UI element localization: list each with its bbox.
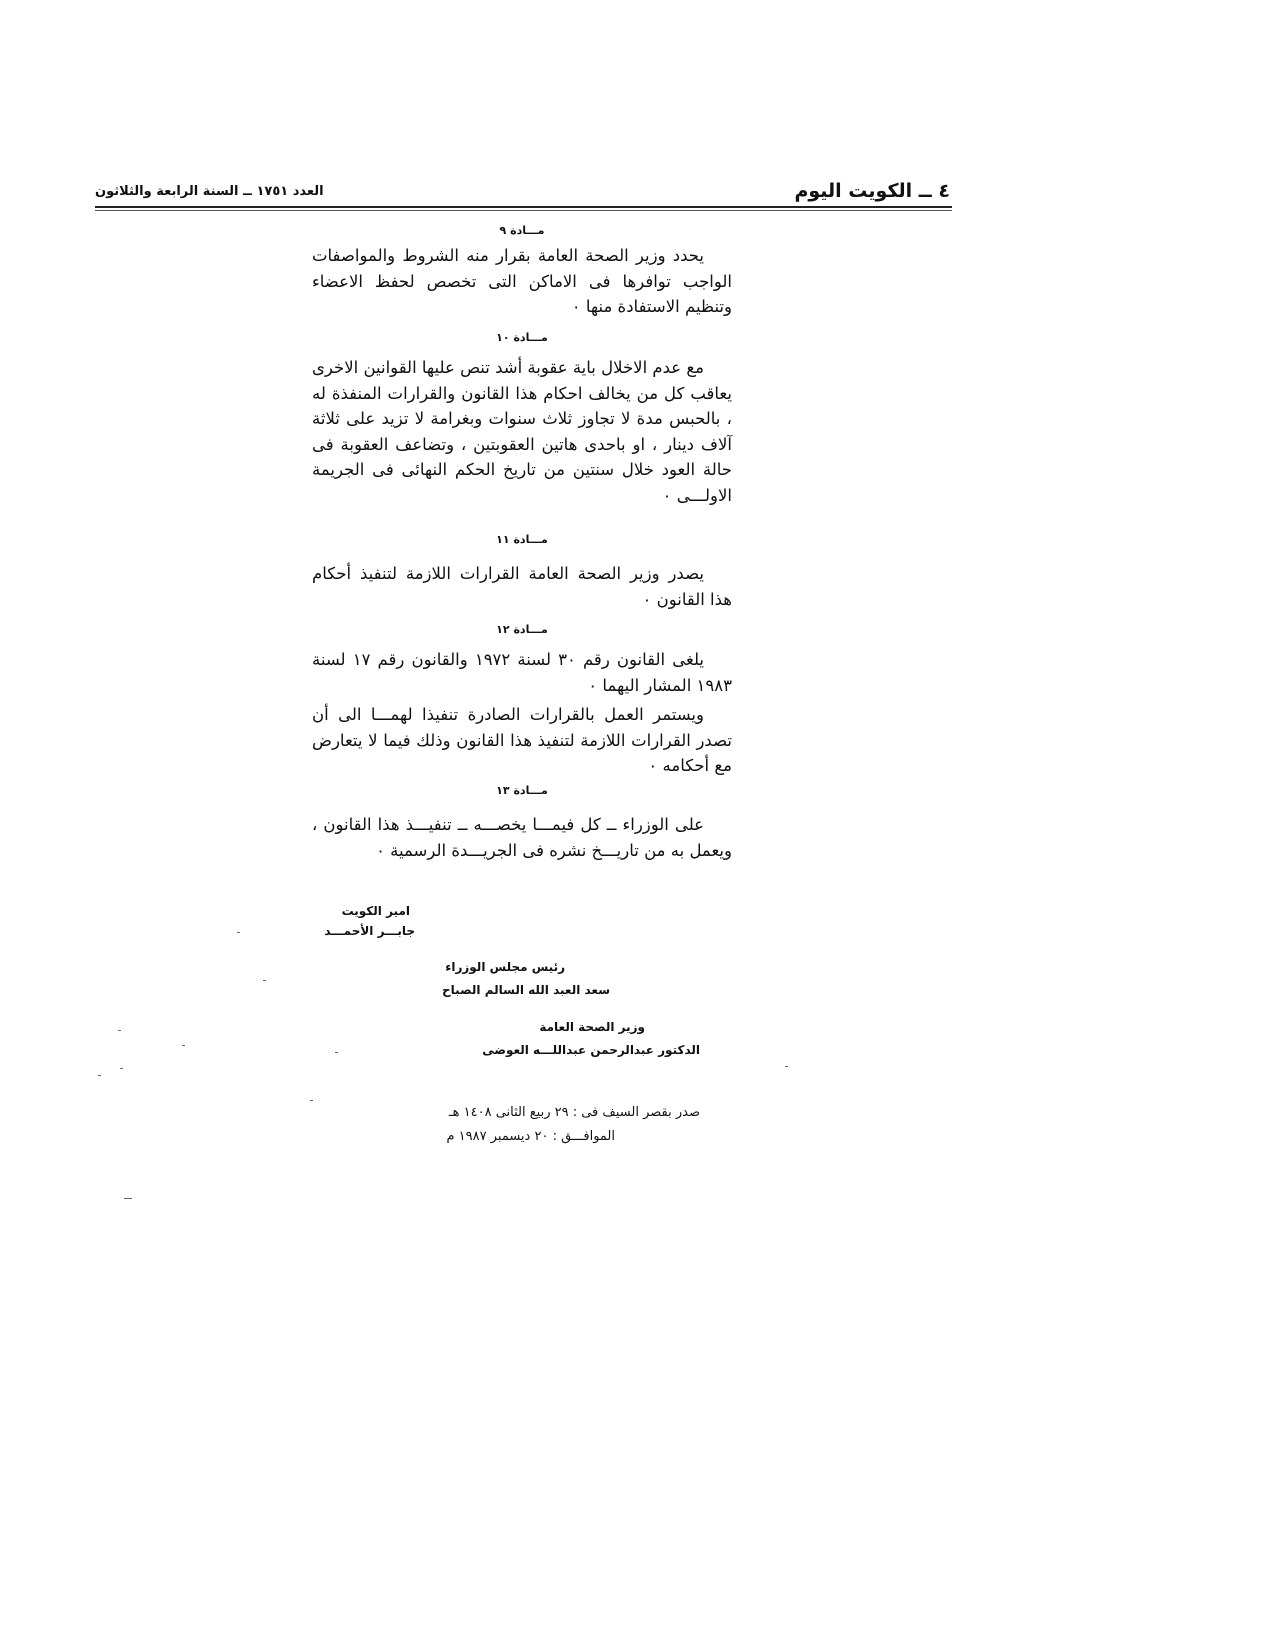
article-12-title: مـــادة ١٢ [496, 623, 548, 636]
scan-speck [263, 980, 266, 981]
scan-speck [98, 1075, 101, 1076]
scan-speck [335, 1052, 338, 1053]
issued-date-hijri: صدر بقصر السيف فى : ٢٩ ربيع الثانى ١٤٠٨ هـ [448, 1105, 700, 1120]
article-13-title: مـــادة ١٣ [496, 784, 548, 797]
article-9-paragraph: يحدد وزير الصحة العامة بقرار منه الشروط والمواصفات الواجب توافرها فى الاماكن التى تخصص لحفظ الاعضاء وتنظيم الاستفادة منها ٠ [312, 246, 732, 316]
scan-speck [182, 1045, 185, 1046]
scan-speck [120, 1068, 123, 1069]
page-title: ٤ ــ الكويت اليوم [794, 180, 950, 202]
article-9-title: مـــادة ٩ [499, 224, 545, 237]
pm-title: رئيس مجلس الوزراء [445, 960, 565, 974]
header-rule [95, 206, 952, 208]
article-13-paragraph: على الوزراء ــ كل فيمـــا يخصـــه ــ تنفيـــذ هذا القانون ، ويعمل به من تاريـــخ نشره فى الجريـــدة الرسمية ٠ [312, 815, 732, 860]
scan-speck [118, 1030, 121, 1031]
article-10-title: مـــادة ١٠ [496, 331, 548, 344]
emir-title: امير الكويت [341, 904, 410, 918]
minister-title: وزير الصحة العامة [539, 1020, 645, 1034]
issue-info: العدد ١٧٥١ ــ السنة الرابعة والثلاثون [95, 184, 324, 199]
article-11-paragraph: يصدر وزير الصحة العامة القرارات اللازمة لتنفيذ أحكام هذا القانون ٠ [312, 564, 732, 609]
scan-speck [310, 1100, 313, 1101]
article-12-paragraph-2: ويستمر العمل بالقرارات الصادرة تنفيذا لهمـــا الى أن تصدر القرارات اللازمة لتنفيذ هذا القانون وذلك فيما لا يتعارض مع أحكامه ٠ [312, 705, 732, 775]
emir-name: جابـــر الأحمـــد [324, 924, 415, 938]
pm-name: سعد العبد الله السالم الصباح [442, 983, 610, 997]
scan-speck [124, 1198, 132, 1199]
header-rule-thin [95, 210, 952, 211]
article-11-title: مـــادة ١١ [496, 533, 548, 546]
scan-speck [785, 1066, 788, 1067]
scan-speck [237, 932, 240, 933]
minister-name: الدكتور عبدالرحمن عبداللـــه العوضى [482, 1043, 700, 1057]
article-10-paragraph: مع عدم الاخلال باية عقوبة أشد تنص عليها القوانين الاخرى يعاقب كل من يخالف احكام هذا القانون والقرارات المنفذة له ، بالحبس مدة لا تجاوز ثلاث سنوات وبغرامة لا تزيد على ثلاثة آلاف دينار ، او باحدى هاتين العقوبتين ، وتضاعف العقوبة فى حالة العود خلال سنتين من تاريخ الحكم النهائى فى الجريمة الاولـــى ٠ [312, 358, 732, 505]
issued-date-gregorian: الموافـــق : ٢٠ ديسمبر ١٩٨٧ م [446, 1129, 615, 1144]
article-12-paragraph-1: يلغى القانون رقم ٣٠ لسنة ١٩٧٢ والقانون رقم ١٧ لسنة ١٩٨٣ المشار اليهما ٠ [312, 650, 732, 695]
